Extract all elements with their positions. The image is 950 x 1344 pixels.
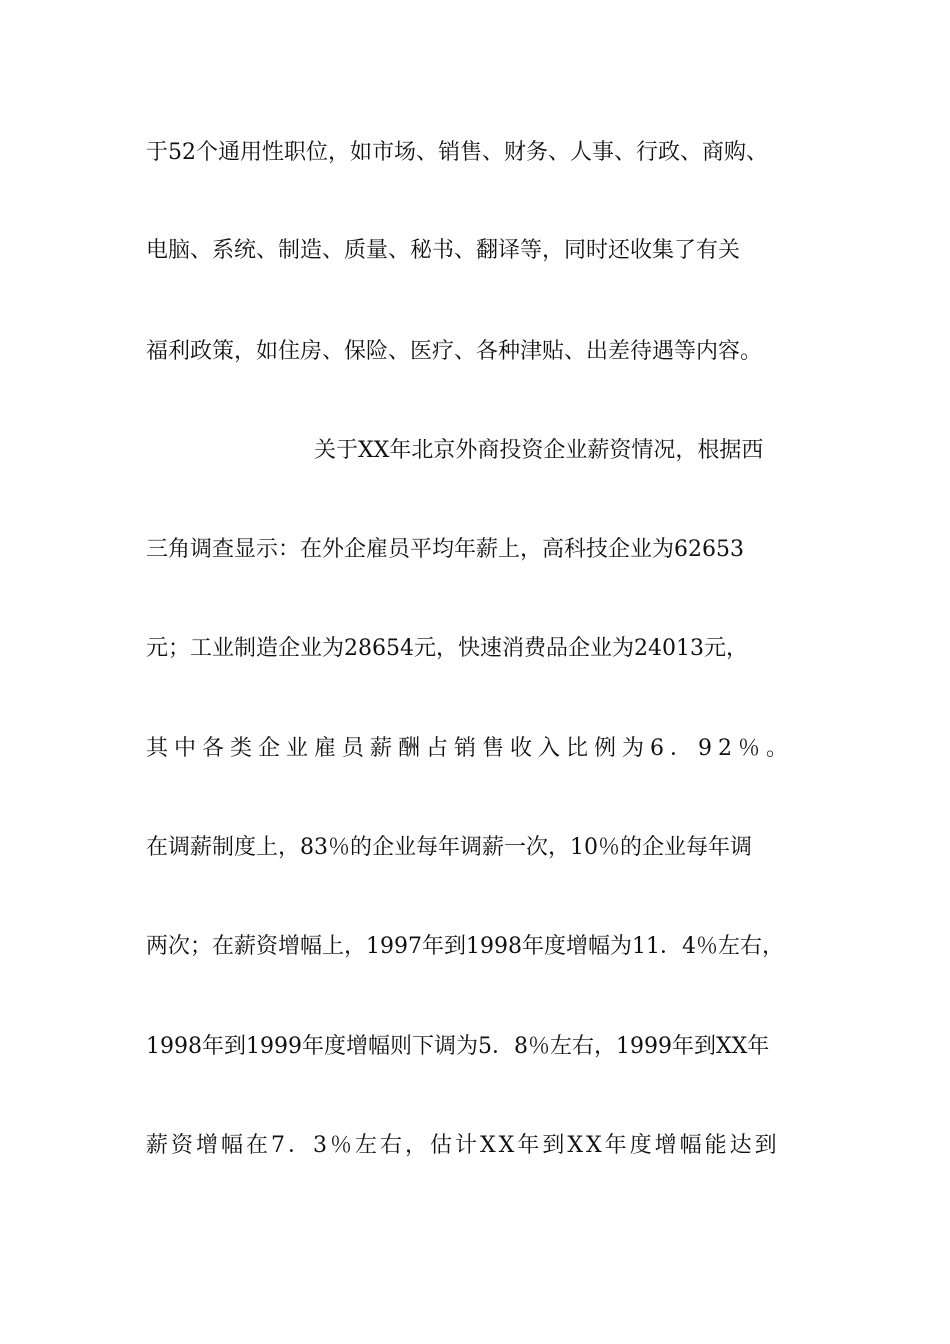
text-line-3: 福利政策，如住房、保险、医疗、各种津贴、出差待遇等内容。 [146,339,763,364]
text-line-11: 薪资增幅在7．3％左右，估计XX年到XX年度增幅能达到 [146,1133,780,1158]
text-line-1: 于52个通用性职位，如市场、销售、财务、人事、行政、商购、 [146,140,768,165]
text-line-9: 两次；在薪资增幅上，1997年到1998年度增幅为11．4％左右， [146,934,784,959]
text-line-8: 在调薪制度上，83％的企业每年调薪一次，10％的企业每年调 [146,835,752,860]
text-line-7: 其中各类企业雇员薪酬占销售收入比例为6．92％。 [146,736,794,761]
text-line-6: 元；工业制造企业为28654元，快速消费品企业为24013元， [146,636,748,661]
text-line-10: 1998年到1999年度增幅则下调为5．8％左右，1999年到XX年 [146,1034,770,1059]
text-line-5: 三角调查显示：在外企雇员平均年薪上，高科技企业为62653 [146,537,744,562]
text-line-2: 电脑、系统、制造、质量、秘书、翻译等，同时还收集了有关 [146,238,741,263]
text-line-4-indented: 关于XX年北京外商投资企业薪资情况，根据西 [314,438,764,463]
